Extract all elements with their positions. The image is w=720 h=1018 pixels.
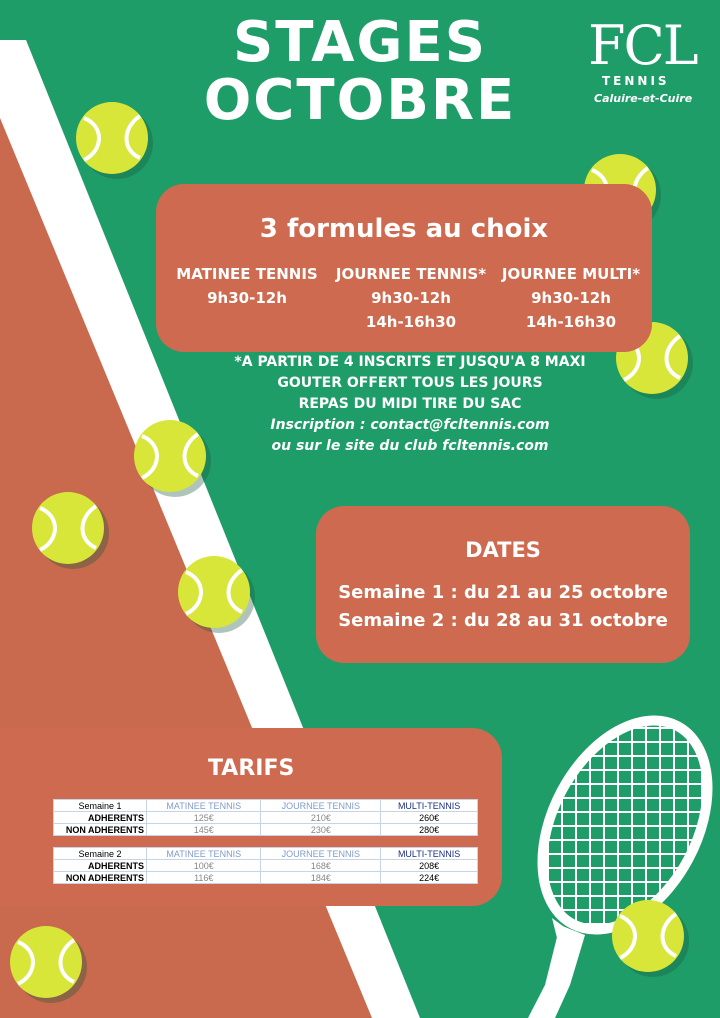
- dates-box: [316, 506, 690, 663]
- formule-name: JOURNEE TENNIS*: [335, 265, 487, 283]
- price-cell: 184€: [261, 872, 381, 884]
- formule-time: 9h30-12h: [531, 289, 611, 307]
- dates-week1: Semaine 1 : du 21 au 25 octobre: [338, 582, 668, 603]
- inscription-website[interactable]: ou sur le site du club fcltennis.com: [271, 438, 549, 454]
- formule-name: MATINEE TENNIS: [176, 265, 318, 283]
- table-header-row: [54, 848, 478, 860]
- info-line: GOUTER OFFERT TOUS LES JOURS: [277, 375, 543, 391]
- header-multi: MULTI-TENNIS: [381, 800, 478, 812]
- formule-journee-multi: [486, 262, 656, 334]
- tennis-ball-icon: [612, 900, 689, 977]
- formules-title: 3 formules au choix: [259, 214, 549, 244]
- formule-matinee-tennis: [160, 262, 334, 310]
- price-cell: 280€: [381, 824, 478, 836]
- header-journee: JOURNEE TENNIS: [261, 800, 381, 812]
- row-label: ADHERENTS: [54, 812, 147, 824]
- table-row: [54, 812, 478, 824]
- header-matinee: MATINEE TENNIS: [147, 800, 261, 812]
- tarifs-title: TARIFS: [208, 756, 295, 781]
- table-header-row: [54, 800, 478, 812]
- table-week-label: Semaine 1: [54, 800, 147, 812]
- price-cell: 260€: [381, 812, 478, 824]
- tarif-table-week2: [53, 847, 478, 884]
- formule-name: JOURNEE MULTI*: [501, 265, 641, 283]
- formules-box: [156, 184, 652, 352]
- dates-title: DATES: [465, 538, 541, 562]
- price-cell: 125€: [147, 812, 261, 824]
- header-matinee: MATINEE TENNIS: [147, 848, 261, 860]
- club-logo: [588, 16, 698, 116]
- info-block: [160, 352, 660, 457]
- header-journee: JOURNEE TENNIS: [261, 848, 381, 860]
- price-cell: 230€: [261, 824, 381, 836]
- poster-title-line2: OCTOBRE: [203, 68, 517, 133]
- price-cell: 224€: [381, 872, 478, 884]
- price-cell: 145€: [147, 824, 261, 836]
- formule-journee-tennis: [326, 262, 496, 334]
- price-cell: 100€: [147, 860, 261, 872]
- table-week-label: Semaine 2: [54, 848, 147, 860]
- formule-time: 14h-16h30: [365, 313, 457, 331]
- tennis-ball-icon: [76, 102, 153, 179]
- price-cell: 168€: [261, 860, 381, 872]
- row-label: NON ADHERENTS: [54, 824, 147, 836]
- racket-icon: [509, 692, 720, 1018]
- price-cell: 210€: [261, 812, 381, 824]
- header-multi: MULTI-TENNIS: [381, 848, 478, 860]
- tarif-table-week1: [53, 799, 478, 836]
- info-line: REPAS DU MIDI TIRE DU SAC: [298, 396, 522, 412]
- logo-tennis: TENNIS: [602, 74, 670, 88]
- row-label: ADHERENTS: [54, 860, 147, 872]
- table-row: [54, 860, 478, 872]
- row-label: NON ADHERENTS: [54, 872, 147, 884]
- info-line: *A PARTIR DE 4 INSCRITS ET JUSQU'A 8 MAXI: [234, 354, 586, 370]
- price-cell: 116€: [147, 872, 261, 884]
- poster-title-line1: STAGES: [232, 10, 488, 75]
- price-cell: 208€: [381, 860, 478, 872]
- table-row: [54, 824, 478, 836]
- logo-letters: FCL: [588, 14, 697, 77]
- table-row: [54, 872, 478, 884]
- dates-week2: Semaine 2 : du 28 au 31 octobre: [338, 610, 668, 631]
- logo-city: Caluire-et-Cuire: [594, 92, 693, 105]
- formule-time: 9h30-12h: [371, 289, 451, 307]
- inscription-contact[interactable]: Inscription : contact@fcltennis.com: [270, 417, 550, 433]
- formule-time: 14h-16h30: [525, 313, 617, 331]
- formule-time: 9h30-12h: [207, 289, 287, 307]
